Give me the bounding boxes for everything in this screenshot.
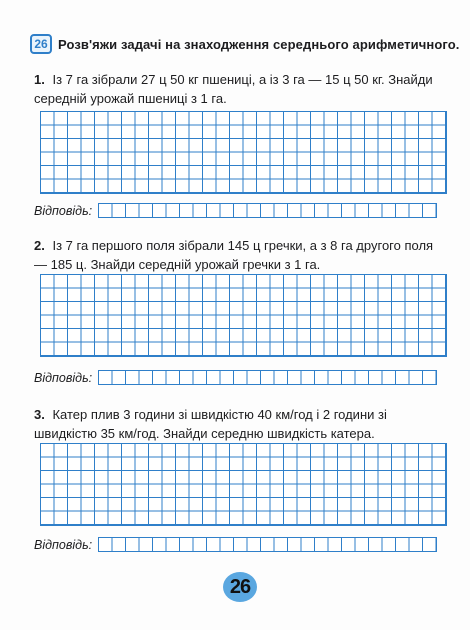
problem-1-text: Із 7 га зібрали 27 ц 50 кг пшениці, а із 3 га — 15 ц 50 кг. Знайди середній урожай пшениці з 1 га. [34,72,433,106]
problem-2-number: 2. [34,238,45,253]
problem-2-grid[interactable] [40,274,447,357]
problem-1-answer-field[interactable] [98,203,437,218]
problem-3-text: Катер плив 3 години зі швидкістю 40 км/год і 2 години зі швидкістю 35 км/год. Знайди середню швидкість катера. [34,407,387,441]
problem-3-answer-row [34,537,437,552]
problem-3-answer-field[interactable] [98,537,437,552]
problem-1-number: 1. [34,72,45,87]
problem-2-answer-label: Відповідь: [34,370,93,385]
task-number-badge: 26 [30,34,52,54]
problem-3-answer-label: Відповідь: [34,537,93,552]
problem-2-text: Із 7 га першого поля зібрали 145 ц гречки, а з 8 га другого поля — 185 ц. Знайди середній урожай гречки з 1 га. [34,238,434,272]
task-title: Розв'яжи задачі на знаходження середнього арифметичного. [58,36,460,52]
problem-3-number: 3. [34,407,45,422]
page-number-badge [223,572,257,602]
problem-1-grid[interactable] [40,111,447,194]
problem-2 [34,236,444,274]
problem-2-answer-row [34,370,437,385]
task-header [30,34,459,54]
problem-2-answer-field[interactable] [98,370,437,385]
problem-1-answer-row [34,203,437,218]
problem-3 [34,405,444,443]
problem-3-grid[interactable] [40,443,447,526]
page-number: 26 [229,575,251,598]
problem-1 [34,70,444,108]
problem-1-answer-label: Відповідь: [34,203,93,218]
